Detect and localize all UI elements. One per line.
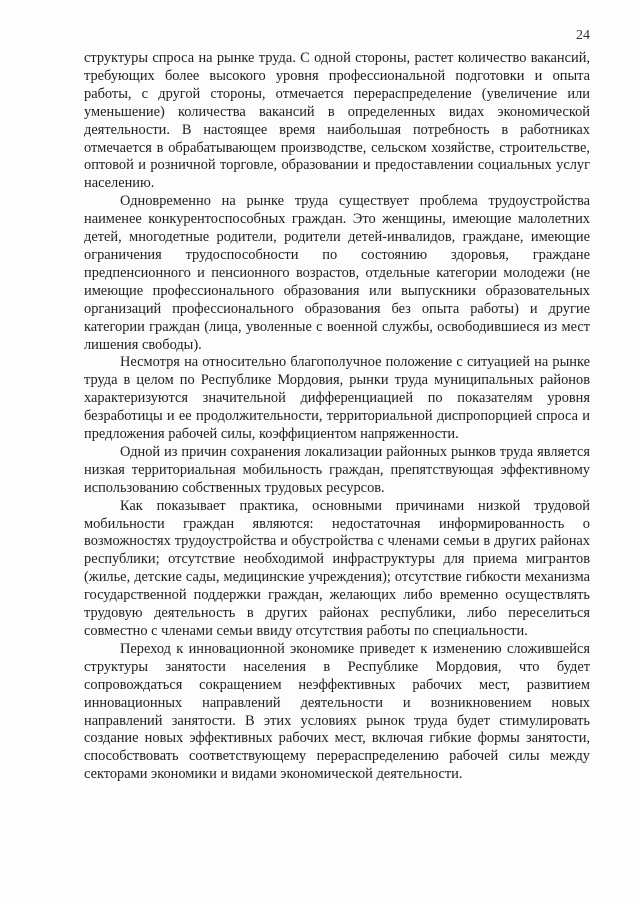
paragraph-1: структуры спроса на рынке труда. С одной стороны, растет количество вакансий, требующих более высокого уровня профессиональной подготовки и опыта работы, с другой стороны, отмечается перераспределение (увеличение или уменьшение) количества вакансий в определенных видах экономической деятельности. В настоящее время наибольшая потребность в работниках отмечается в обрабатывающем производстве, сельском хозяйстве, строительстве, оптовой и розничной торговле, образовании и предоставлении социальных услуг населению. bbox=[84, 50, 590, 192]
paragraph-6: Переход к инновационной экономике приведет к изменению сложившейся структуры занятости населения в Республике Мордовия, что будет сопровождаться сокращением неэффективных рабочих мест, развитием инновационных направлений деятельности и возникновением новых направлений занятости. В этих условиях рынок труда будет стимулировать создание новых эффективных рабочих мест, включая гибкие формы занятости, способствовать соответствующему перераспределению рабочей силы между секторами экономики и видами экономической деятельности. bbox=[84, 640, 590, 783]
body-text bbox=[84, 50, 590, 784]
paragraph-4: Одной из причин сохранения локализации районных рынков труда является низкая территориальная мобильность граждан, препятствующая эффективному использованию собственных трудовых ресурсов. bbox=[84, 443, 590, 496]
paragraph-2: Одновременно на рынке труда существует проблема трудоустройства наименее конкурентоспособных граждан. Это женщины, имеющие малолетних детей, многодетные родители, родители детей-инвалидов, граждане, имеющие ограничения трудоспособности по состоянию здоровья, граждане предпенсионного и пенсионного возрастов, отдельные категории молодежи (не имеющие профессионального образования или выпускники образовательных организаций профессионального образования без опыта работы) и другие категории граждан (лица, уволенные с военной службы, освободившиеся из мест лишения свободы). bbox=[84, 193, 590, 353]
page-number: 24 bbox=[576, 28, 590, 43]
paragraph-3: Несмотря на относительно благополучное положение с ситуацией на рынке труда в целом по Республике Мордовия, рынки труда муниципальных районов характеризуются значительной дифференциацией по показателям уровня безработицы и ее продолжительности, территориальной диспропорцией спроса и предложения рабочей силы, коэффициентом напряженности. bbox=[84, 354, 590, 443]
paragraph-5: Как показывает практика, основными причинами низкой трудовой мобильности граждан являются: недостаточная информированность о возможностях трудоустройства и обустройства с членами семьи в других районах республики; отсутствие необходимой инфраструктуры для приема мигрантов (жилье, детские сады, медицинские учреждения); отсутствие гибкости механизма государственной поддержки граждан, желающих либо временно осуществлять трудовую деятельность в других районах республики, либо переселиться совместно с членами семьи ввиду отсутствия работы по специальности. bbox=[84, 497, 590, 639]
